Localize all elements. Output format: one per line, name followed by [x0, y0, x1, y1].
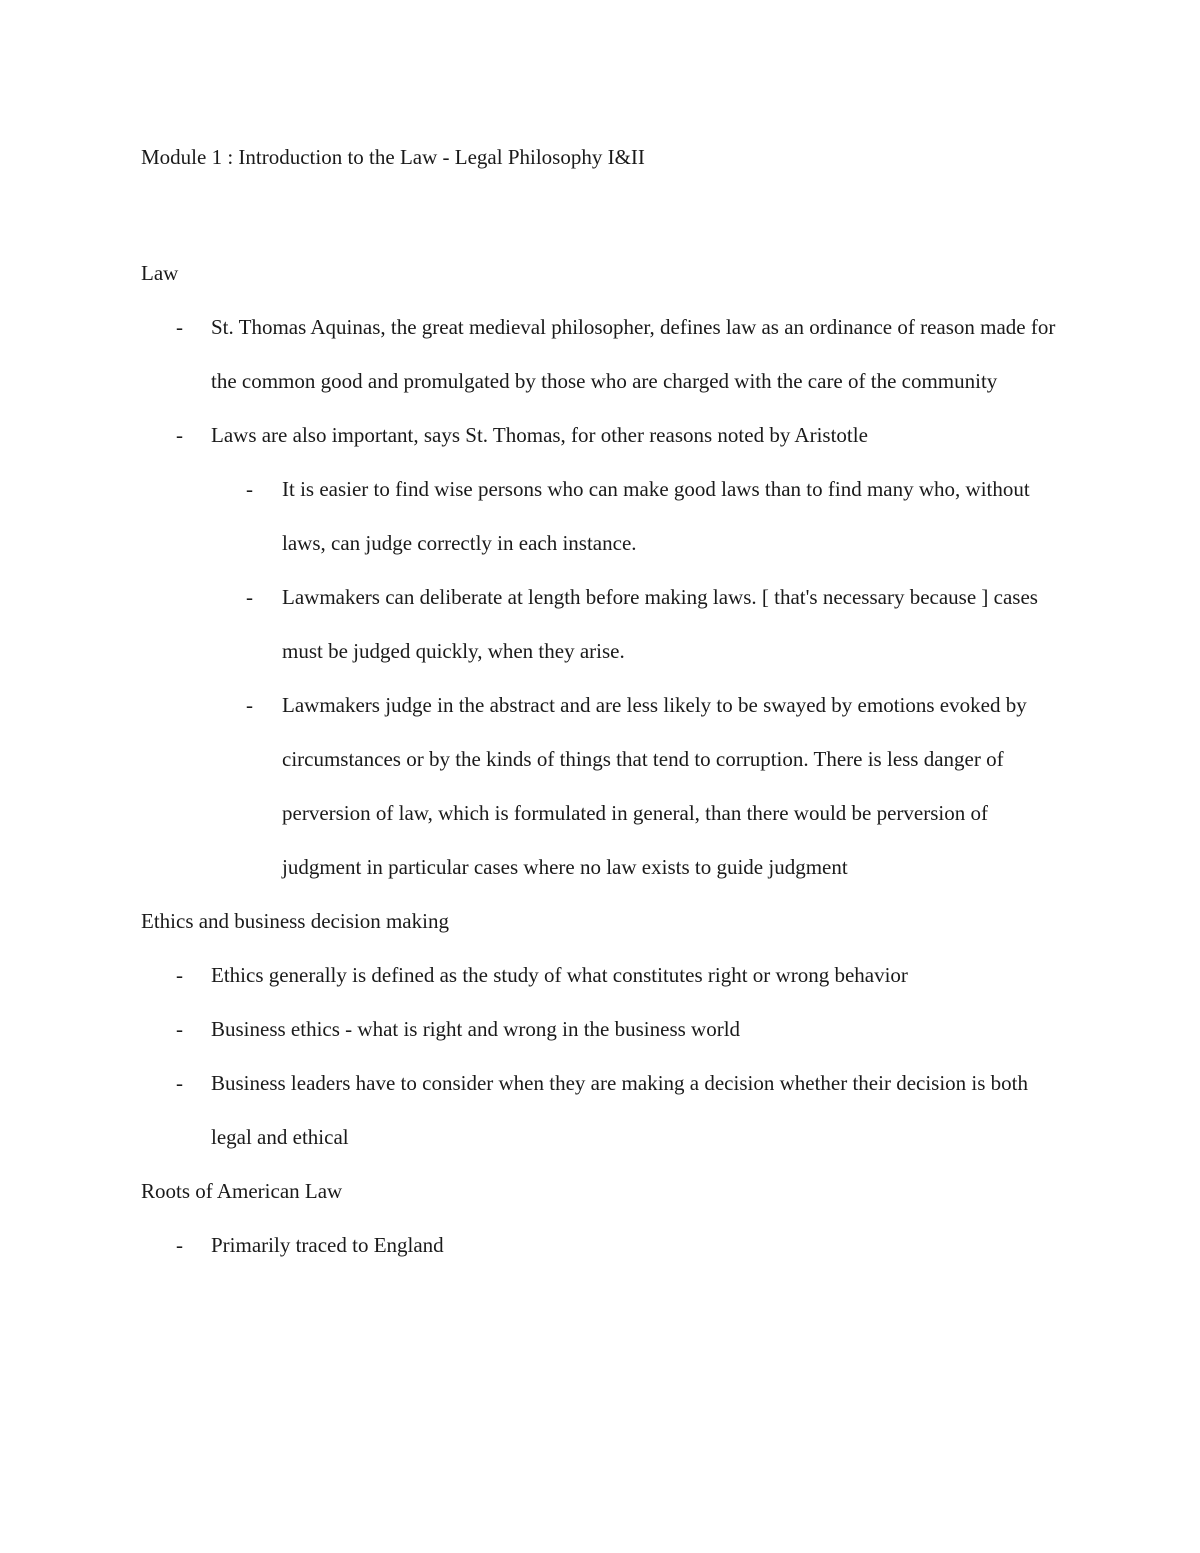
list-item-text: St. Thomas Aquinas, the great medieval philosopher, defines law as an ordinance of reason made for the common good and promulgated by those who are charged with the care of the community: [211, 315, 1056, 393]
document-title: Module 1 : Introduction to the Law - Legal Philosophy I&II: [141, 145, 645, 169]
section-heading: Ethics and business decision making: [141, 909, 449, 933]
sub-bullet-list: [211, 462, 1071, 894]
dash-bullet: -: [176, 1233, 183, 1257]
dash-bullet: -: [176, 1071, 183, 1095]
sub-list-item-text: Lawmakers can deliberate at length before making laws. [ that's necessary because ] cases must be judged quickly, when they arise.: [282, 585, 1038, 663]
sub-list-item-text: Lawmakers judge in the abstract and are less likely to be swayed by emotions evoked by circumstances or by the kinds of things that tend to corruption. There is less danger of perversion of law, which is formulated in general, than there would be perversion of judgment in particular cases where no law exists to guide judgment: [282, 693, 1027, 879]
list-item: [141, 1056, 1071, 1164]
sub-list-item: [141, 570, 1071, 678]
bullet-list: [141, 948, 1071, 1164]
list-item: [141, 1218, 1071, 1272]
dash-bullet: -: [246, 477, 253, 501]
dash-bullet: -: [176, 315, 183, 339]
list-item: [141, 300, 1071, 408]
list-item-text: Primarily traced to England: [211, 1233, 444, 1257]
bullet-list: [141, 300, 1071, 894]
list-item-text: Business leaders have to consider when they are making a decision whether their decision is both legal and ethical: [211, 1071, 1029, 1149]
list-item-text: Ethics generally is defined as the study of what constitutes right or wrong behavior: [211, 963, 908, 987]
list-item: [141, 408, 1071, 894]
dash-bullet: -: [176, 963, 183, 987]
list-item-text: Laws are also important, says St. Thomas, for other reasons noted by Aristotle: [211, 423, 868, 447]
sub-list-item: [141, 462, 1071, 570]
dash-bullet: -: [246, 693, 253, 717]
document-body: [141, 246, 1071, 1272]
section-heading: Law: [141, 261, 179, 285]
dash-bullet: -: [176, 1017, 183, 1041]
bullet-list: [141, 1218, 1071, 1272]
list-item-text: Business ethics - what is right and wrong in the business world: [211, 1017, 741, 1041]
sub-list-item-text: It is easier to find wise persons who can make good laws than to find many who, without laws, can judge correctly in each instance.: [282, 477, 1030, 555]
dash-bullet: -: [246, 585, 253, 609]
sub-list-item: [141, 678, 1071, 894]
list-item: [141, 1002, 1071, 1056]
dash-bullet: -: [176, 423, 183, 447]
section-heading: Roots of American Law: [141, 1179, 343, 1203]
list-item: [141, 948, 1071, 1002]
